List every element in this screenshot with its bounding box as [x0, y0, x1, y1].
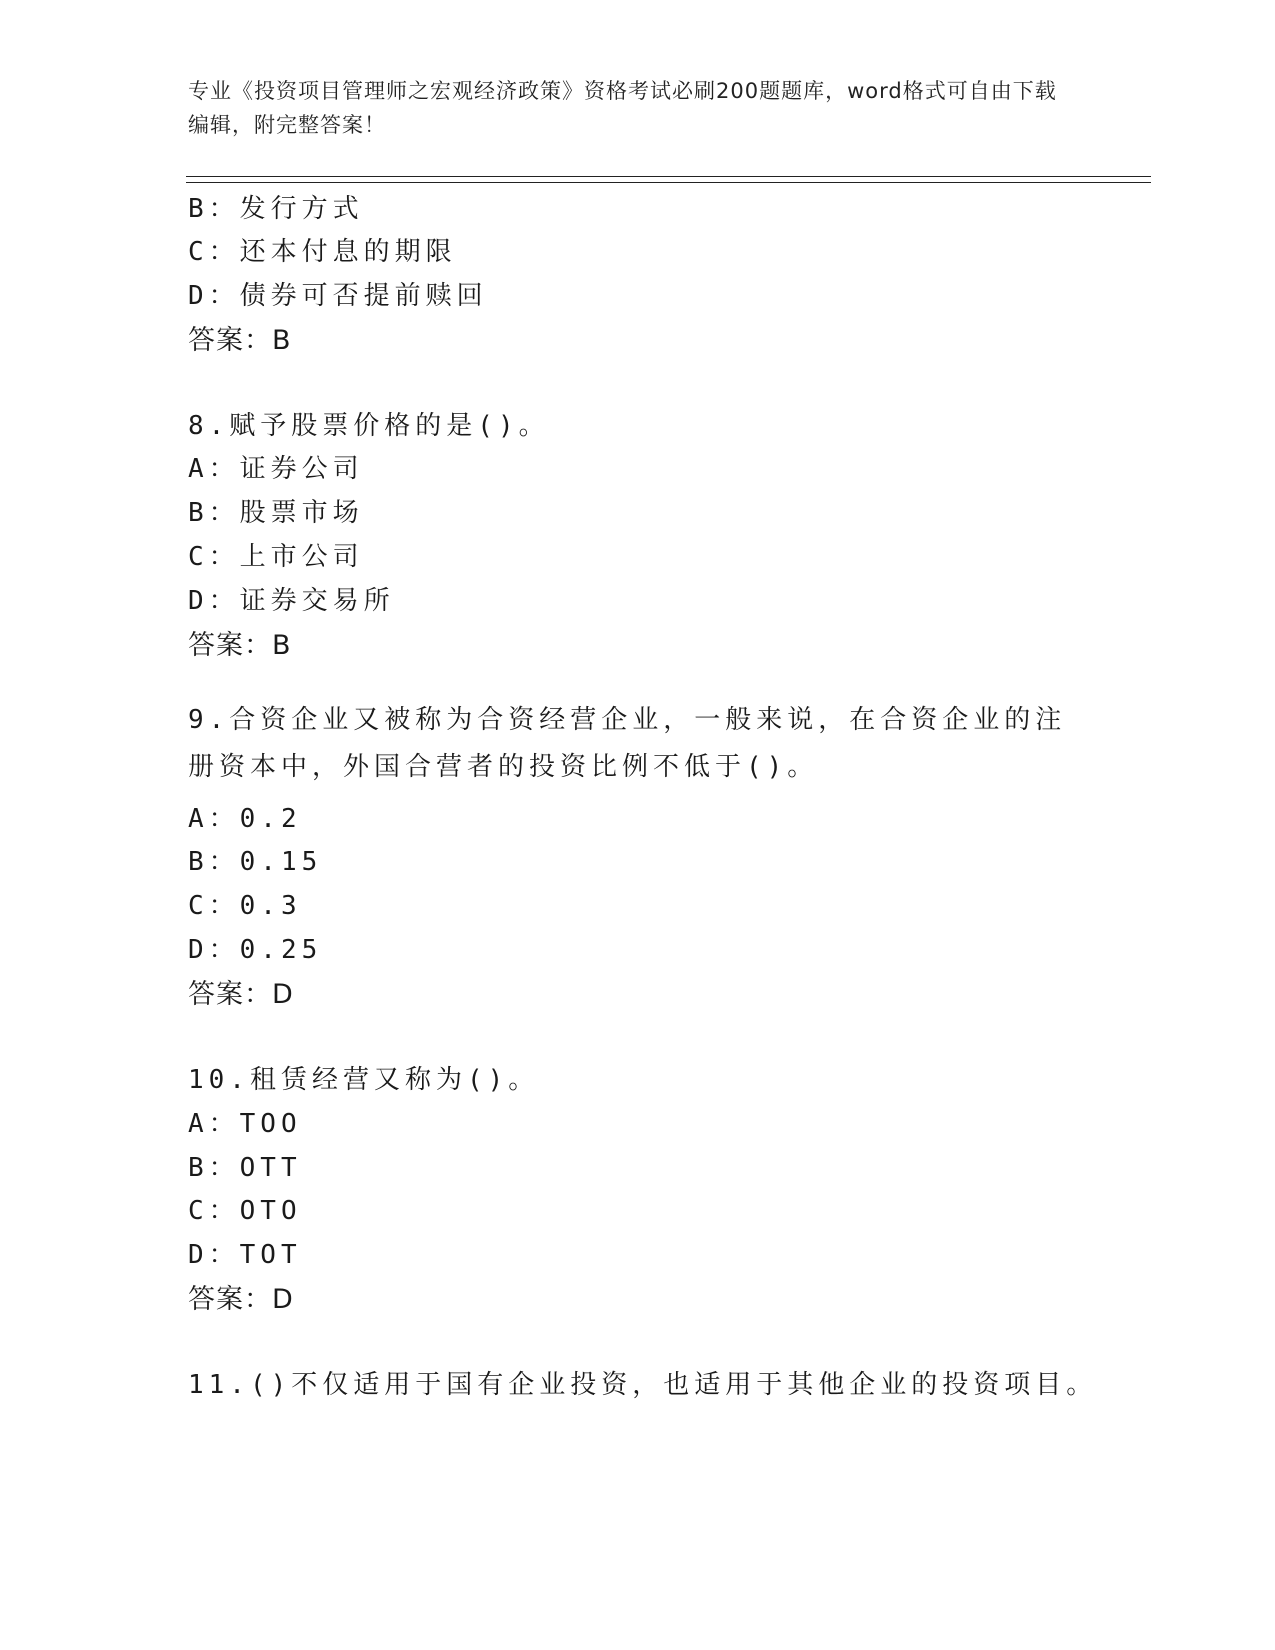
q9-option-b: B：0.15: [188, 847, 323, 877]
q8-option-a: A：证券公司: [188, 454, 364, 484]
q7-answer: 答案：B: [188, 325, 292, 356]
q8-option-b: B：股票市场: [188, 498, 364, 528]
q9-option-a: A：0.2: [188, 804, 302, 834]
q9-question: 9.合资企业又被称为合资经营企业，一般来说，在合资企业的注册资本中，外国合营者的投资比例不低于()。: [188, 705, 1067, 782]
q8-option-d: D：证券交易所: [188, 586, 395, 616]
q11-question: 11.()不仅适用于国有企业投资，也适用于其他企业的投资项目。: [188, 1370, 1098, 1400]
q7-option-d: D：债券可否提前赎回: [188, 281, 488, 311]
q9-option-d: D：0.25: [188, 935, 323, 965]
q7-option-b: B：发行方式: [188, 194, 364, 224]
document-header: 专业《投资项目管理师之宏观经济政策》资格考试必刷200题题库，word格式可自由下载编辑，附完整答案！: [188, 79, 1057, 137]
q10-option-d: D：TOT: [188, 1240, 302, 1270]
q10-question: 10.租赁经营又称为()。: [188, 1065, 540, 1095]
q8-option-c: C：上市公司: [188, 542, 364, 572]
header-divider-bottom: [186, 182, 1151, 183]
q9-answer: 答案：D: [188, 979, 294, 1010]
q8-question: 8.赋予股票价格的是()。: [188, 411, 550, 441]
q10-option-c: C：OTO: [188, 1196, 302, 1226]
q10-option-a: A：TOO: [188, 1109, 302, 1139]
q7-option-c: C：还本付息的期限: [188, 237, 457, 267]
q9-option-c: C：0.3: [188, 891, 302, 921]
q10-answer: 答案：D: [188, 1284, 294, 1315]
header-divider-top: [186, 176, 1151, 177]
q10-option-b: B：OTT: [188, 1153, 302, 1183]
q8-answer: 答案：B: [188, 630, 292, 661]
